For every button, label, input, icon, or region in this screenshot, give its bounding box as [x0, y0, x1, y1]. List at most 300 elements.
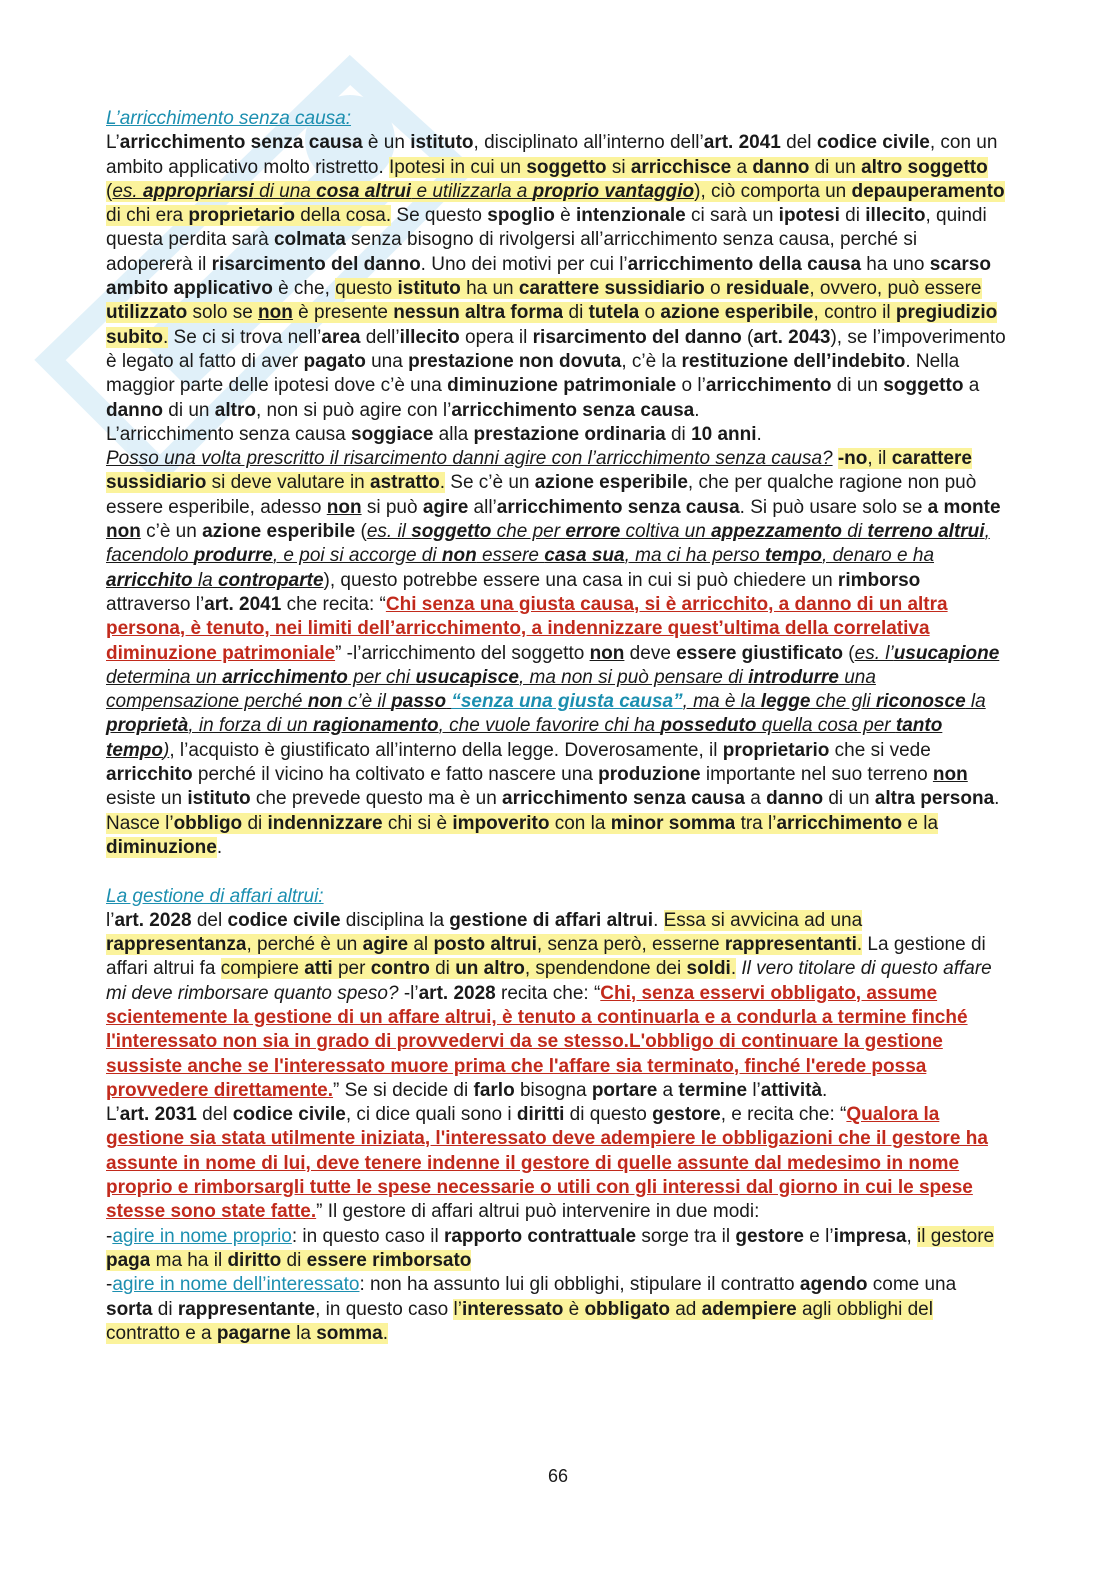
example-text: introdurre: [748, 666, 839, 688]
highlighted-text: a: [731, 156, 753, 178]
text-run: illecito: [399, 326, 460, 348]
example-text: produrre: [193, 545, 273, 567]
text-run: che recita: “: [281, 593, 386, 615]
text-run: , disciplinato all’interno dell’: [473, 132, 704, 154]
text-run: produzione: [598, 764, 701, 786]
text-run: -: [106, 1274, 113, 1296]
example-text: casa sua: [544, 545, 625, 567]
example-text: essere: [476, 545, 545, 567]
text-run: disciplina la: [340, 909, 450, 931]
example-text: appezzamento: [711, 521, 843, 543]
text-run: del: [191, 909, 228, 931]
highlighted-text: , senza però, esserne: [536, 934, 725, 956]
highlighted-text: , ovvero, può essere: [809, 278, 982, 300]
highlighted-text: posto altrui: [433, 934, 537, 956]
quoted-law-text: Chi senza una giusta causa, si è arricchito, a danno di un altra persona, è tenuto, nei limiti dell’arricchimento, a indennizzare quest’ultima della correlativa diminuzione patrimoniale: [106, 593, 948, 664]
text-run: altra persona: [874, 788, 995, 810]
paragraph: [106, 131, 1006, 423]
highlighted-text: con la: [549, 812, 611, 834]
page-number: 66: [547, 1466, 569, 1486]
highlighted-text: Nasce l’: [106, 812, 174, 834]
highlighted-text: ad: [669, 1298, 702, 1320]
highlighted-text: soldi: [686, 958, 731, 980]
highlighted-text: residuale: [725, 278, 810, 300]
paragraph: [106, 909, 1006, 1103]
text-run: arricchimento senza causa: [496, 496, 740, 518]
section-title: [106, 107, 1006, 131]
example-text: legge: [760, 691, 811, 713]
example-text: tempo: [765, 545, 823, 567]
example-text: , denaro e ha: [822, 545, 935, 567]
example-text: usucapisce: [415, 666, 519, 688]
text-run: danno: [106, 399, 163, 421]
text-run: ” Se si decide di: [333, 1079, 474, 1101]
highlighted-text: , spendendone dei: [524, 958, 687, 980]
highlighted-text: soggetto: [526, 156, 607, 178]
highlighted-text: rappresentanti: [724, 934, 857, 956]
example-text: , e poi si accorge di: [272, 545, 442, 567]
highlighted-text: o: [704, 278, 726, 300]
highlighted-text: di un: [809, 156, 862, 178]
text-run: di un: [163, 399, 215, 421]
text-run: una: [365, 350, 409, 372]
text-run: proprietario: [722, 739, 830, 761]
highlighted-text: di: [429, 958, 456, 980]
text-run: (: [355, 521, 367, 543]
text-run: ), questo potrebbe essere una casa in cui si può chiedere un: [323, 569, 838, 591]
text-run: illecito: [865, 205, 926, 227]
highlighted-text: Essa si avvicina ad una: [663, 909, 863, 931]
text-run: codice civile: [227, 909, 341, 931]
example-text: , facendolo: [106, 521, 990, 567]
example-text: , in forza di un: [188, 715, 313, 737]
text-run: , in questo caso: [315, 1298, 454, 1320]
teal-link-text: agire in nome proprio: [112, 1225, 292, 1247]
text-run: arricchimento senza causa: [119, 132, 363, 154]
text-run: o l’: [676, 375, 706, 397]
paragraph: [106, 1225, 1006, 1274]
text-run: azione esperibile: [534, 472, 688, 494]
text-run: risarcimento del danno: [532, 326, 742, 348]
highlighted-text: di: [281, 1249, 307, 1271]
text-run: non: [106, 521, 141, 543]
example-text: es.: [112, 180, 143, 202]
highlighted-text: è presente: [292, 302, 394, 324]
highlighted-text: si deve valutare in: [206, 472, 371, 494]
text-run: art. 2028: [418, 982, 496, 1004]
highlighted-text: , il: [867, 448, 892, 470]
text-run: che prevede questo ma è un: [250, 788, 503, 810]
text-run: Se c’è un: [445, 472, 535, 494]
text-run: , e recita che: “: [720, 1104, 847, 1126]
question-text: Il vero titolare di questo affare mi deve rimborsare quanto speso?: [106, 958, 992, 1004]
example-text: la: [965, 691, 986, 713]
text-run: a: [744, 788, 767, 810]
text-run: , quindi questa perdita sarà: [106, 205, 987, 251]
highlighted-text: utilizzato: [106, 302, 188, 324]
highlighted-text: interessato: [461, 1298, 564, 1320]
example-text: non: [307, 691, 343, 713]
text-run: art. 2031: [119, 1104, 197, 1126]
text-run: ci sarà un: [685, 205, 779, 227]
highlighted-text: diminuzione: [106, 836, 217, 858]
text-run: (: [843, 642, 855, 664]
text-run: diminuzione patrimoniale: [447, 375, 677, 397]
highlighted-text: minor somma: [610, 812, 736, 834]
text-run: , con un ambito applicativo molto ristretto.: [106, 132, 998, 178]
text-run: di: [152, 1298, 178, 1320]
highlighted-text: per: [332, 958, 371, 980]
example-text: ): [163, 739, 170, 761]
text-run: ” Il gestore di affari altrui può intervenire in due modi:: [316, 1201, 760, 1223]
highlighted-text: arricchisce: [630, 156, 732, 178]
section-gestione-affari: [106, 885, 1006, 1347]
highlighted-text: al: [408, 934, 434, 956]
text-run: pagato: [303, 350, 366, 372]
text-run: soggiace: [351, 423, 434, 445]
highlighted-text: contro: [370, 958, 430, 980]
text-run: La gestione di affari altrui fa: [106, 934, 986, 980]
text-run: : in questo caso il: [291, 1225, 444, 1247]
example-text: passo: [391, 691, 447, 713]
highlighted-text: rappresentanza: [106, 934, 247, 956]
example-text: di: [842, 521, 868, 543]
text-run: . Nella maggior parte delle ipotesi dove c’è una: [106, 350, 960, 397]
text-run: art. 2028: [114, 909, 192, 931]
text-run: a: [657, 1079, 679, 1101]
text-run: impresa: [833, 1225, 907, 1247]
highlighted-text: .: [439, 472, 445, 494]
highlighted-text: .: [163, 326, 169, 348]
highlighted-text: diritto: [227, 1249, 282, 1271]
highlighted-text: solo se: [187, 302, 259, 324]
highlighted-text: .: [382, 1322, 388, 1344]
text-run: arricchito: [106, 764, 193, 786]
highlighted-text: .: [730, 958, 737, 980]
example-text: ragionamento: [312, 715, 439, 737]
text-run: -l’: [398, 982, 419, 1004]
example-text: di una: [253, 180, 317, 202]
quoted-law-text: Chi, senza esservi obbligato, assume scientemente la gestione di un affare altrui, è tenuto a continuarla e a condurla a termine finché l'interessato non sia in grado di provvedervi da se stesso.L'obbligo di continuare la gestione sussiste anche se l'interessato muore prima che l'affare sia terminato, finché l'erede possa provvedere direttamente.: [106, 982, 968, 1101]
highlighted-text: ), ciò comporta un: [694, 180, 852, 202]
text-run: l’: [747, 1079, 761, 1101]
text-run: intenzionale: [575, 205, 686, 227]
example-text: che gli: [810, 691, 876, 713]
text-run: attraverso l’: [106, 593, 205, 615]
text-run: danno: [766, 788, 824, 810]
highlighted-text: adempiere: [701, 1298, 797, 1320]
text-run: senza bisogno di rivolgersi all’arricchimento senza causa, perché si adopererà il: [106, 229, 918, 275]
example-text: per chi: [347, 666, 416, 688]
text-run: sorta: [106, 1298, 153, 1320]
text-run: essere giustificato: [676, 642, 844, 664]
text-run: ,: [906, 1225, 918, 1247]
highlighted-text: altro soggetto: [861, 156, 988, 178]
highlighted-text: compiere: [220, 958, 305, 980]
text-run: all’: [468, 496, 497, 518]
text-run: è un: [362, 132, 411, 154]
text-run: , l’acquisto è giustificato all’interno della legge. Doverosamente, il: [169, 739, 723, 761]
highlighted-text: la: [290, 1322, 317, 1344]
highlighted-text: indennizzare: [267, 812, 383, 834]
text-run: Se ci si trova nell’: [168, 326, 322, 348]
text-run: , che per qualche ragione non può essere esperibile, adesso: [106, 472, 977, 518]
highlighted-text: obbligato: [584, 1298, 670, 1320]
text-run: prestazione non dovuta: [408, 350, 622, 372]
text-run: , c’è la: [621, 350, 682, 372]
highlighted-text: ma ha il: [150, 1249, 228, 1271]
text-run: gestione di affari altrui: [449, 909, 654, 931]
example-text: proprietà: [106, 715, 189, 737]
section-heading: La gestione di affari altrui:: [106, 885, 324, 907]
example-text: riconosce: [875, 691, 966, 713]
highlighted-text: (: [106, 180, 113, 202]
text-run: codice civile: [816, 132, 930, 154]
example-text: c’è il: [342, 691, 392, 713]
text-run: dell’: [360, 326, 400, 348]
text-run: di: [665, 423, 692, 445]
paragraph: [106, 1103, 1006, 1224]
highlighted-text: e la: [902, 812, 939, 834]
highlighted-text: pregiudizio subito: [106, 302, 998, 348]
highlighted-text: somma: [316, 1322, 383, 1344]
highlighted-text: o: [639, 302, 661, 324]
text-run: istituto: [410, 132, 474, 154]
teal-link-text: “senza una giusta causa”: [451, 691, 683, 713]
text-run: arricchimento: [705, 375, 832, 397]
text-run: : non ha assunto lui gli obblighi, stipulare il contratto: [359, 1274, 800, 1296]
example-text: arricchito: [106, 569, 193, 591]
highlighted-text: agli obblighi del contratto e a: [106, 1298, 933, 1344]
highlighted-text: astratto: [370, 472, 440, 494]
highlighted-text: , perché è un: [246, 934, 363, 956]
text-run: a: [963, 375, 980, 397]
highlighted-text: -no: [837, 448, 868, 470]
example-text: controparte: [217, 569, 324, 591]
text-run: .: [694, 399, 700, 421]
highlighted-text: azione esperibile: [660, 302, 814, 324]
text-run: ” -l’arricchimento del soggetto: [335, 642, 590, 664]
section-heading: L’arricchimento senza causa:: [106, 108, 352, 129]
text-run: di un: [823, 788, 875, 810]
text-run: deve: [624, 642, 677, 664]
text-run: azione esperibile: [202, 521, 356, 543]
text-run: -: [106, 1225, 113, 1247]
text-run: art. 2043: [753, 326, 831, 348]
text-run: istituto: [187, 788, 251, 810]
text-run: gestore: [735, 1225, 804, 1247]
text-run: . Uno dei motivi per cui l’: [420, 253, 628, 275]
text-run: soggetto: [883, 375, 964, 397]
text-run: esiste un: [106, 788, 188, 810]
highlighted-text: nessun altra forma: [393, 302, 564, 324]
text-run: attività: [760, 1079, 823, 1101]
text-run: (: [741, 326, 754, 348]
example-text: cosa altrui: [316, 180, 412, 202]
quoted-law-text: Qualora la gestione sia stata utilmente iniziata, l'interessato deve adempiere le obbligazioni che il gestore ha assunte in nome di lui, deve tenere indenne il gestore di quelle assunte dal medesimo in nome proprio e rimborsargli tutte le spese necessarie o utili con gli interessi dal giorno in cui le spese stesse sono state fatte.: [106, 1104, 988, 1223]
text-run: come una: [867, 1274, 957, 1296]
highlighted-text: della cosa.: [295, 205, 392, 227]
example-text: errore: [565, 521, 621, 543]
text-run: ), se l’impoverimento è legato al fatto di aver: [106, 326, 1006, 372]
text-run: altro: [214, 399, 256, 421]
example-text: , che vuole favorire chi ha: [438, 715, 661, 737]
text-run: agire: [422, 496, 469, 518]
highlighted-text: essere rimborsato: [306, 1249, 472, 1271]
text-run: farlo: [473, 1079, 515, 1101]
text-run: importante nel suo terreno: [700, 764, 933, 786]
example-text: tanto tempo: [106, 715, 943, 761]
example-text: appropriarsi: [142, 180, 254, 202]
highlighted-text: ha un: [460, 278, 519, 300]
text-run: scarso ambito applicativo: [106, 253, 991, 300]
highlighted-text: impoverito: [452, 812, 550, 834]
text-run: si può: [361, 496, 423, 518]
text-run: art. 2041: [204, 593, 282, 615]
text-run: diritti: [516, 1104, 565, 1126]
text-run: , ci dice quali sono i: [345, 1104, 517, 1126]
text-run: L’: [106, 132, 120, 154]
text-run: arricchimento della causa: [627, 253, 862, 275]
example-text: non: [441, 545, 477, 567]
highlighted-text: carattere sussidiario: [106, 448, 972, 494]
example-text: e utilizzarla a: [411, 180, 533, 202]
text-run: L’arricchimento senza causa: [106, 423, 352, 445]
text-run: agendo: [799, 1274, 868, 1296]
highlighted-text: tutela: [588, 302, 640, 324]
example-text: Posso una volta prescritto il risarcimento danni agire con l’arricchimento senza causa?: [106, 448, 833, 470]
text-run: ha uno: [861, 253, 930, 275]
text-run: area: [321, 326, 361, 348]
text-run: , non si può agire con l’: [255, 399, 452, 421]
text-run: arricchimento senza causa: [502, 788, 745, 810]
text-run: perché il vicino ha coltivato e fatto nascere una: [192, 764, 599, 786]
highlighted-text: arricchimento: [776, 812, 903, 834]
text-run: 10 anni: [691, 423, 757, 445]
document-page: [106, 107, 1006, 1346]
text-run: di un: [831, 375, 884, 397]
text-run: del: [780, 132, 817, 154]
example-text: una compensazione perché: [106, 666, 876, 713]
highlighted-text: paga: [106, 1249, 151, 1271]
example-text: posseduto: [660, 715, 757, 737]
text-run: risarcimento del danno: [211, 253, 421, 275]
text-run: non: [326, 496, 362, 518]
text-run: ipotesi: [778, 205, 840, 227]
example-text: quella cosa per: [756, 715, 896, 737]
highlighted-text: non: [258, 302, 293, 324]
text-run: termine: [678, 1079, 748, 1101]
example-text: la: [192, 569, 218, 591]
example-text: , ma è la: [682, 691, 761, 713]
highlighted-text: Ipotesi in cui un: [389, 156, 527, 178]
text-run: .: [994, 788, 1000, 810]
example-text: , ma ci ha perso: [624, 545, 766, 567]
text-run: arricchimento senza causa: [451, 399, 695, 421]
text-run: rimborso: [837, 569, 921, 591]
highlighted-text: l’: [453, 1298, 462, 1320]
text-run: sorge tra il: [636, 1225, 736, 1247]
highlighted-text: pagarne: [216, 1322, 291, 1344]
section-title: [106, 885, 1006, 909]
example-text: , ma non si può pensare di: [518, 666, 749, 688]
example-text: coltiva un: [620, 521, 712, 543]
highlighted-text: obbligo: [173, 812, 243, 834]
text-run: rapporto contrattuale: [443, 1225, 637, 1247]
text-run: bisogna: [514, 1079, 592, 1101]
text-run: restituzione dell’indebito: [681, 350, 906, 372]
text-run: di: [839, 205, 866, 227]
highlighted-text: tra l’: [735, 812, 777, 834]
paragraph: [106, 1273, 1006, 1346]
highlighted-text: questo: [335, 278, 398, 300]
example-text: determina un: [106, 666, 223, 688]
highlighted-text: danno: [752, 156, 810, 178]
highlighted-text: agire: [362, 934, 409, 956]
text-run: . Si può usare solo se: [739, 496, 928, 518]
highlighted-text: il gestore: [917, 1225, 995, 1247]
highlighted-text: di: [242, 812, 268, 834]
text-run: è che,: [272, 278, 336, 300]
highlighted-text: di: [563, 302, 589, 324]
highlighted-text: proprietario: [188, 205, 295, 227]
text-run: gestore: [652, 1104, 721, 1126]
example-text: terreno altrui: [867, 521, 985, 543]
text-run: .: [653, 909, 664, 931]
text-run: c’è un: [140, 521, 203, 543]
highlighted-text: un altro: [455, 958, 525, 980]
text-run: .: [216, 836, 223, 858]
highlighted-text: atti: [304, 958, 333, 980]
paragraph: [106, 812, 1006, 861]
text-run: .: [756, 423, 762, 445]
text-run: di questo: [564, 1104, 653, 1126]
highlighted-text: chi si è: [382, 812, 453, 834]
text-run: art. 2041: [703, 132, 781, 154]
highlighted-text: depauperamento: [851, 180, 1005, 202]
text-run: alla: [433, 423, 474, 445]
teal-link-text: agire in nome dell’interessato: [112, 1274, 360, 1296]
text-run: codice civile: [232, 1104, 346, 1126]
text-run: del: [196, 1104, 233, 1126]
text-run: opera il: [459, 326, 533, 348]
example-text: es. l’: [854, 642, 894, 664]
text-run: .: [822, 1079, 828, 1101]
text-run: Se questo: [391, 205, 488, 227]
example-text: che per: [491, 521, 566, 543]
highlighted-text: carattere sussidiario: [518, 278, 705, 300]
text-run: non: [589, 642, 625, 664]
highlighted-text: .: [856, 934, 863, 956]
text-run: L’: [106, 1104, 120, 1126]
highlighted-text: è: [563, 1298, 585, 1320]
highlighted-text: si: [606, 156, 631, 178]
text-run: portare: [591, 1079, 658, 1101]
text-run: e l’: [804, 1225, 834, 1247]
text-run: l’: [106, 909, 115, 931]
text-run: colmata: [273, 229, 346, 251]
text-run: a monte: [927, 496, 1001, 518]
example-text: usucapione: [893, 642, 1000, 664]
text-run: prestazione ordinaria: [473, 423, 666, 445]
text-run: recita che: “: [495, 982, 601, 1004]
text-run: che si vede: [829, 739, 931, 761]
text-run: spoglio: [487, 205, 555, 227]
text-run: è: [554, 205, 576, 227]
section-arricchimento: [106, 107, 1006, 860]
highlighted-text: istituto: [397, 278, 461, 300]
highlighted-text: , contro il: [813, 302, 896, 324]
